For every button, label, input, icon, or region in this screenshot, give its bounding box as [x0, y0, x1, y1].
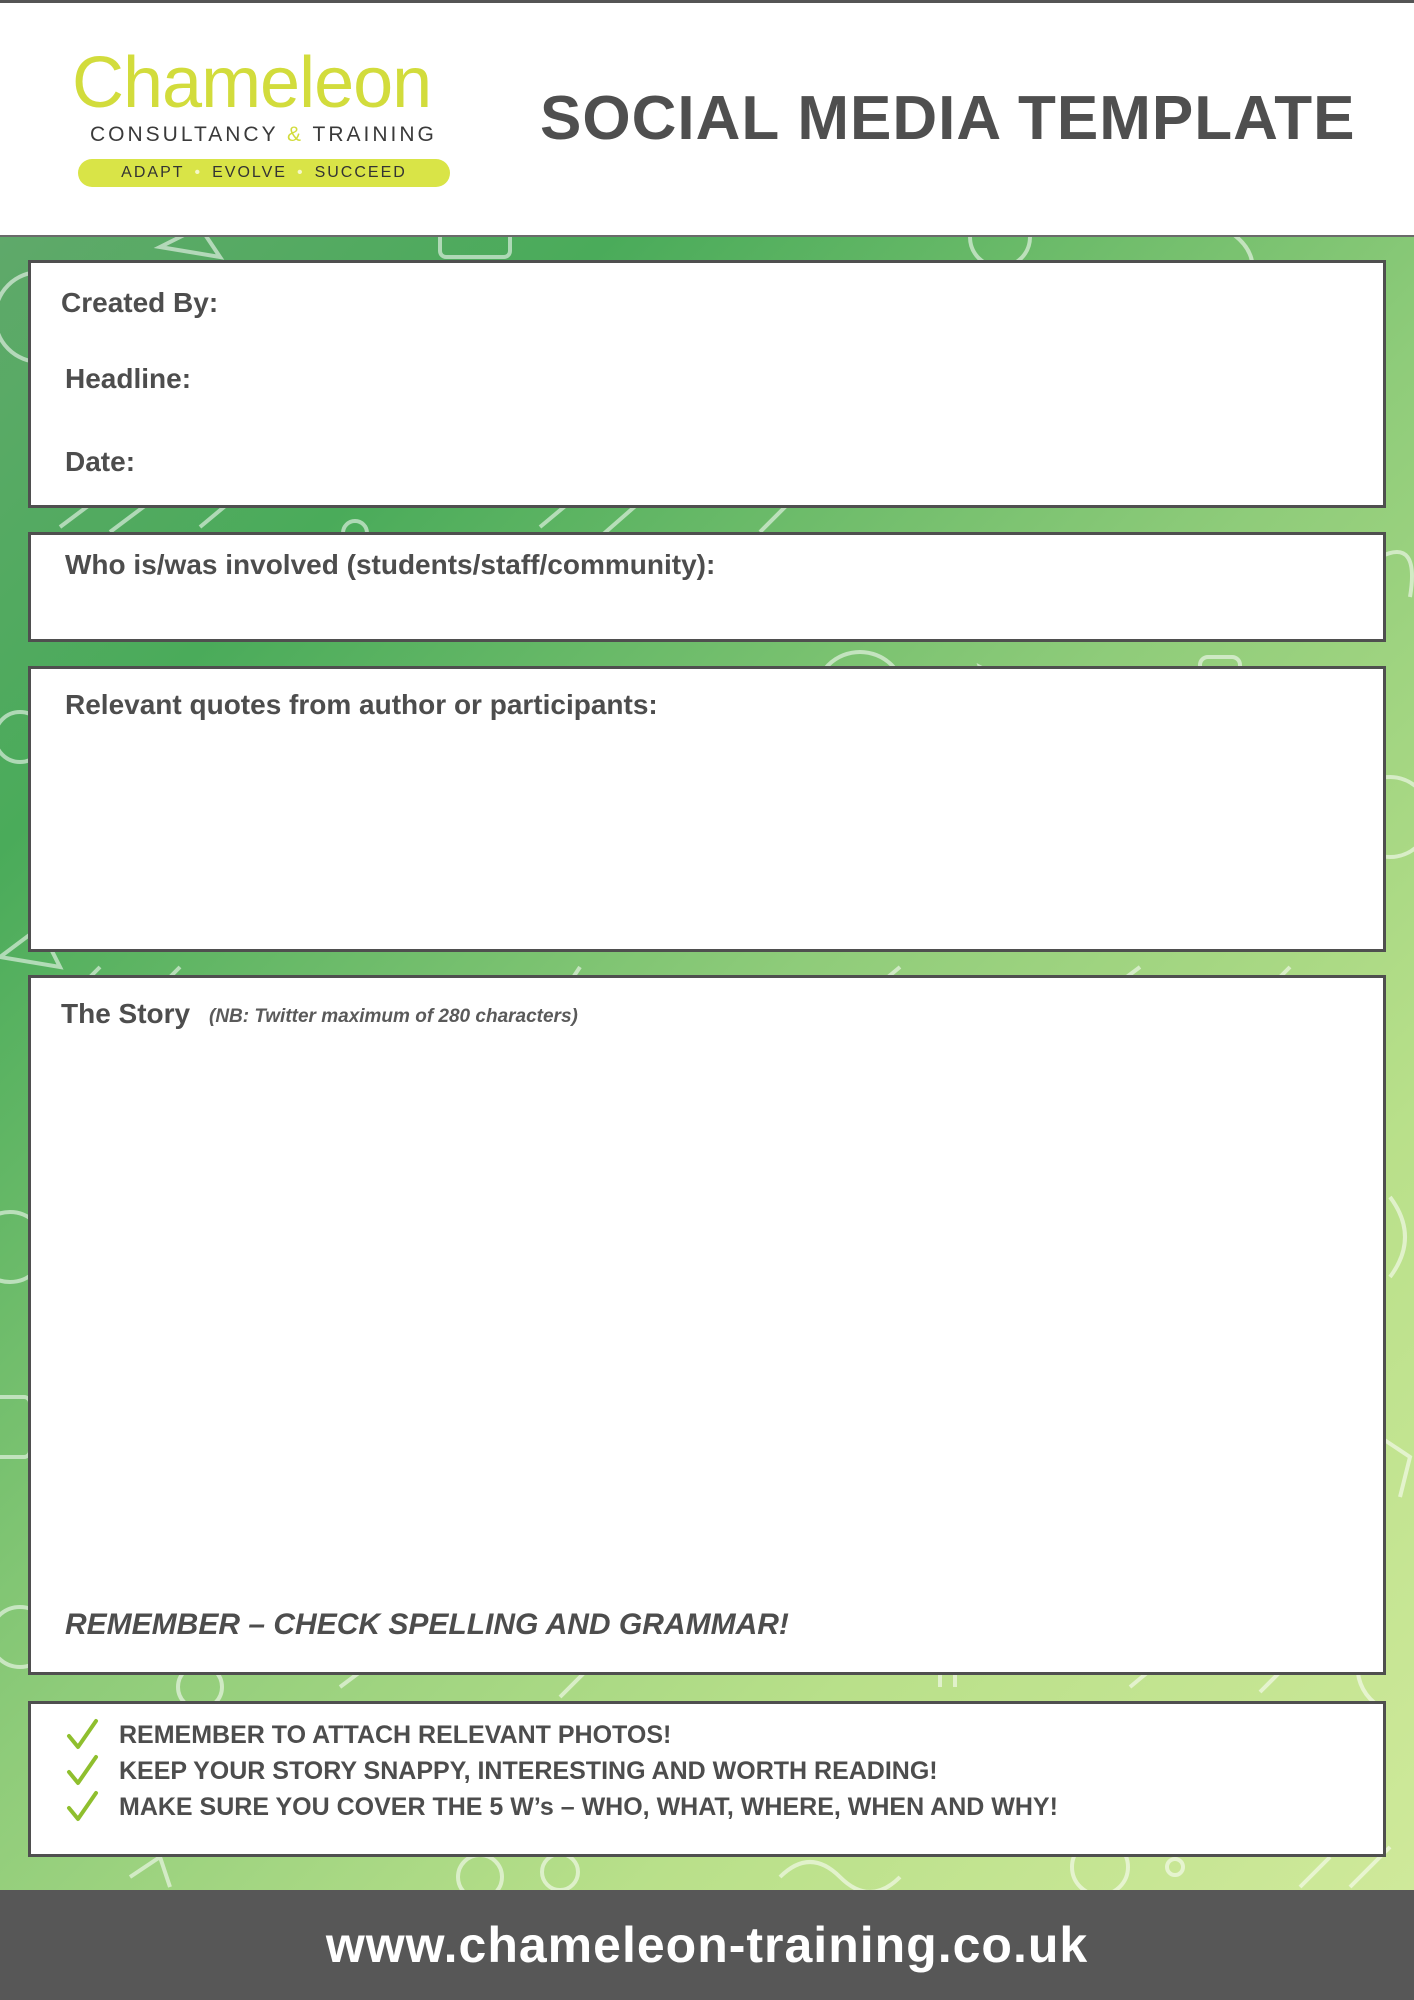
involved-panel	[28, 532, 1386, 642]
checklist-text: MAKE SURE YOU COVER THE 5 W’s – WHO, WHAT, WHERE, WHEN AND WHY!	[119, 1792, 1058, 1821]
checklist-item	[65, 1718, 671, 1752]
story-note: (NB: Twitter maximum of 280 characters)	[209, 1006, 578, 1027]
created-by-label: Created By:	[61, 287, 219, 318]
logo-tagline	[78, 159, 450, 187]
logo-ampersand: &	[287, 123, 305, 146]
tagline-word: ADAPT	[121, 164, 185, 181]
story-panel	[28, 975, 1386, 1675]
logo-name: Chameleon	[72, 43, 432, 123]
info-panel	[28, 260, 1386, 508]
quotes-panel	[28, 666, 1386, 952]
tagline-word: SUCCEED	[314, 164, 407, 181]
checklist-text: KEEP YOUR STORY SNAPPY, INTERESTING AND WORTH READING!	[119, 1756, 938, 1785]
tagline-dot-icon: •	[194, 164, 203, 181]
headline-label: Headline:	[65, 363, 192, 394]
footer-url-link[interactable]: www.chameleon-training.co.uk	[325, 1917, 1089, 1973]
date-label: Date:	[65, 446, 136, 477]
tagline-word: EVOLVE	[212, 164, 287, 181]
checklist-panel	[28, 1701, 1386, 1857]
checkmark-icon	[65, 1718, 99, 1752]
checkmark-icon	[65, 1754, 99, 1788]
logo-sub-left: CONSULTANCY	[90, 123, 279, 146]
header	[0, 3, 1414, 235]
checklist-text: REMEMBER TO ATTACH RELEVANT PHOTOS!	[119, 1720, 672, 1749]
page-title: SOCIAL MEDIA TEMPLATE	[540, 84, 1356, 153]
story-label: The Story	[61, 998, 191, 1029]
quotes-label: Relevant quotes from author or participants:	[65, 689, 658, 720]
logo-subtitle	[90, 123, 437, 147]
checklist-item	[65, 1790, 1058, 1824]
tagline-dot-icon: •	[296, 164, 305, 181]
checkmark-icon	[65, 1790, 99, 1824]
chameleon-logo	[70, 43, 460, 193]
involved-label: Who is/was involved (students/staff/community):	[65, 549, 716, 580]
remember-text: REMEMBER – CHECK SPELLING AND GRAMMAR!	[65, 1608, 789, 1641]
checklist-item	[65, 1754, 938, 1788]
logo-sub-right: TRAINING	[312, 123, 437, 146]
footer	[0, 1890, 1414, 2000]
